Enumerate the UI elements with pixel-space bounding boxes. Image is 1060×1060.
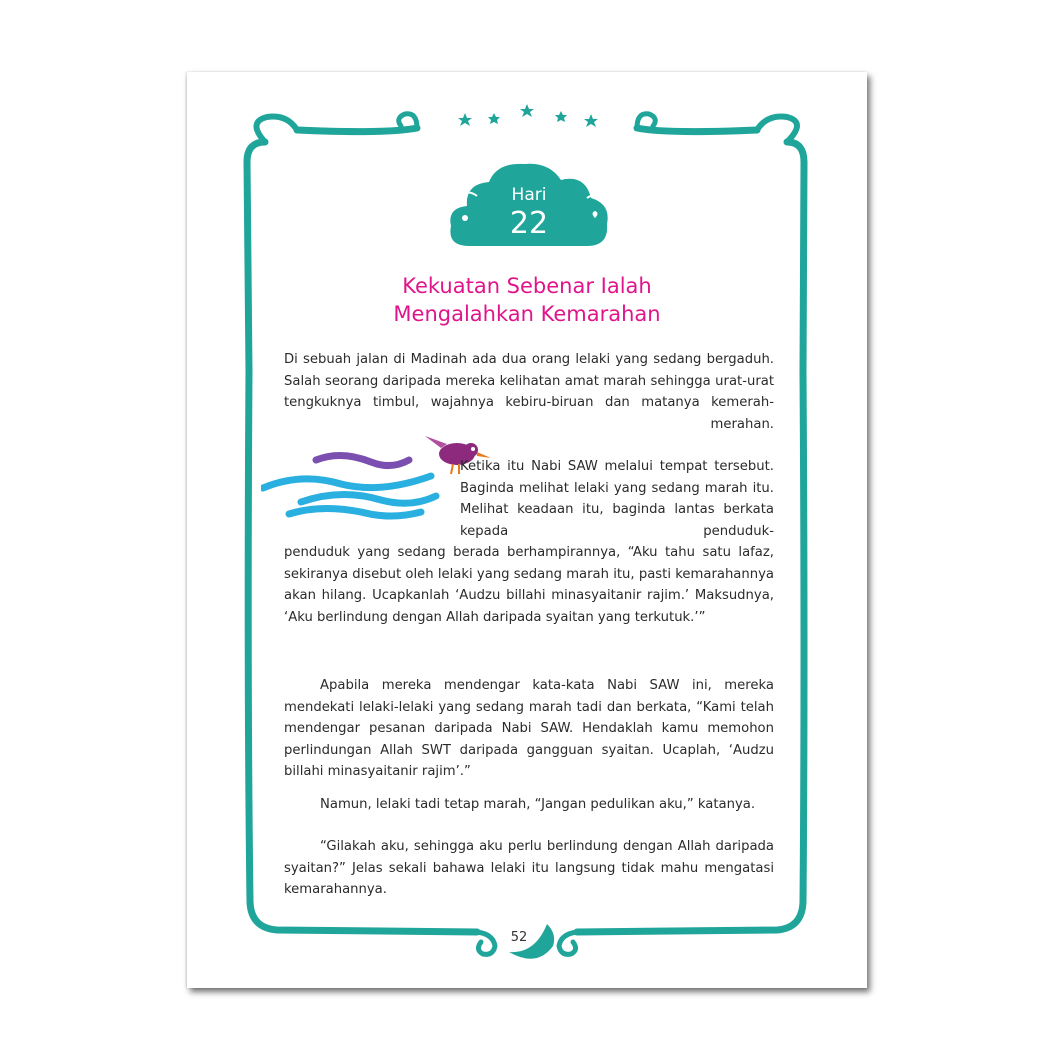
- star-icon: [555, 111, 567, 122]
- paragraph-3: [284, 675, 774, 783]
- paragraph-3-text: Apabila mereka mendengar kata-kata Nabi SAW ini, mereka mendekati lelaki-lelaki yang sedang marah tadi dan berkata, “Kami telah mendengar pesanan daripada Nabi SAW. Hendaklah kamu memohon perlindungan Allah SWT daripada gangguan syaitan. Ucaplah, ‘Audzu billahi minasyaitanir rajim’.”: [284, 678, 774, 780]
- star-icon: [520, 104, 534, 117]
- paragraph-4-text: Namun, lelaki tadi tetap marah, “Jangan pedulikan aku,” katanya.: [320, 797, 756, 812]
- title-line-2: Mengalahkan Kemarahan: [393, 302, 661, 326]
- star-icon: [458, 113, 472, 126]
- paragraph-5-text: “Gilakah aku, sehingga aku perlu berlindung dengan Allah daripada syaitan?” Jelas sekali bahawa lelaki itu langsung tidak mahu mengatasi kemarahannya.: [284, 839, 774, 898]
- title-line-1: Kekuatan Sebenar Ialah: [402, 274, 652, 298]
- page-number: 52: [510, 930, 528, 945]
- bird-on-waves-illustration: [261, 428, 491, 528]
- paragraph-5: [284, 836, 774, 901]
- day-number: 22: [509, 206, 549, 241]
- day-label: Hari: [511, 185, 547, 205]
- paragraph-4: [284, 794, 774, 816]
- paragraph-2-continued: penduduk yang sedang berada berhampirannya, “Aku tahu satu lafaz, sekiranya disebut oleh lelaki yang sedang marah itu, pasti kemarahannya akan hilang. Ucapkanlah ‘Audzu billahi minasyaitanir rajim.’ Maksudnya, ‘Aku berlindung dengan Allah daripada syaitan yang terkutuk.’”: [284, 545, 774, 625]
- star-icon: [584, 114, 598, 127]
- paragraph-1: Di sebuah jalan di Madinah ada dua orang lelaki yang sedang bergaduh. Salah seorang daripada mereka kelihatan amat marah sehingga urat-urat tengkuknya timbul, wajahnya kebiru-biruan dan matanya kemerah-merahan.: [284, 352, 774, 432]
- book-page: [187, 72, 867, 988]
- star-icon: [488, 113, 500, 124]
- paragraph-2-beside-image: Ketika itu Nabi SAW melalui tempat tersebut. Baginda melihat lelaki yang sedang marah itu. Melihat keadaan itu, baginda lantas berkata kepada penduduk-: [460, 459, 774, 539]
- story-title: [307, 272, 747, 328]
